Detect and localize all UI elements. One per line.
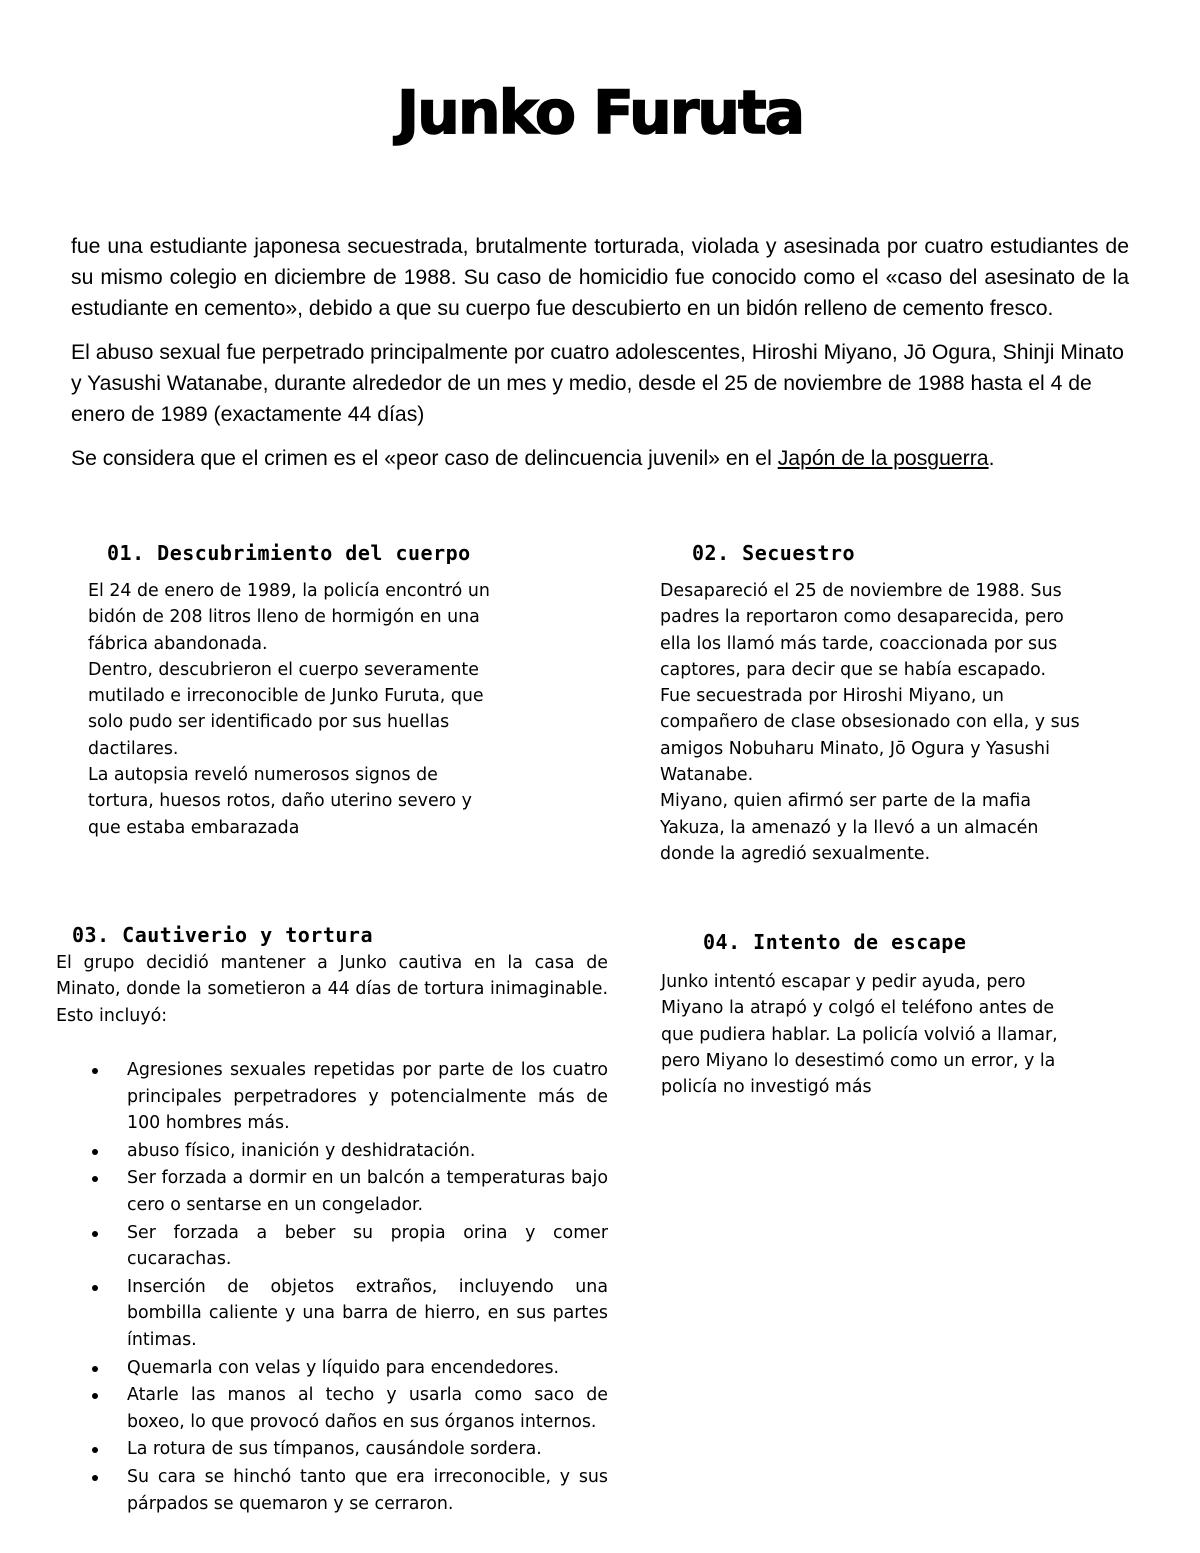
list-item-text: abuso físico, inanición y deshidratación. [127, 1140, 476, 1161]
intro-paragraph-3-text: Se considera que el crimen es el «peor caso de delincuencia juvenil» en el [71, 447, 778, 470]
list-item-text: La rotura de sus tímpanos, causándole sordera. [127, 1439, 542, 1460]
bullet-icon [92, 1285, 98, 1291]
list-item [90, 1220, 608, 1273]
list-item [90, 1138, 608, 1165]
bullet-icon [92, 1366, 98, 1372]
bullet-icon [92, 1231, 98, 1237]
list-item-text: Ser forzada a dormir en un balcón a temperaturas bajo cero o sentarse en un congelador. [127, 1168, 608, 1215]
section-heading-body-discovery: 01. Descubrimiento del cuerpo [107, 541, 471, 565]
section-heading-escape-attempt: 04. Intento de escape [703, 930, 967, 954]
bullet-icon [92, 1068, 98, 1074]
section-heading-captivity: 03. Cautiverio y tortura [72, 923, 373, 947]
list-item [90, 1355, 608, 1382]
list-item [90, 1165, 608, 1218]
intro-paragraph-3 [71, 443, 1129, 474]
section-body-kidnapping [660, 578, 1080, 867]
torture-list [90, 1057, 608, 1518]
section-intro-captivity: El grupo decidió mantener a Junko cautiva en la casa de Minato, donde la sometieron a 44 días de tortura inimaginable. Esto incluyó: [56, 953, 608, 1026]
list-item [90, 1436, 608, 1463]
list-item-text: Agresiones sexuales repetidas por parte de los cuatro principales perpetradores y potencialmente más de 100 hombres más. [127, 1060, 608, 1134]
section-heading-kidnapping: 02. Secuestro [692, 541, 856, 565]
bullet-icon [92, 1475, 98, 1481]
section-paragraph: El 24 de enero de 1989, la policía encontró un bidón de 208 litros lleno de hormigón en una fábrica abandonada. [88, 581, 490, 654]
section-body-discovery [88, 578, 508, 841]
list-item-text: Quemarla con velas y líquido para encendedores. [127, 1357, 560, 1378]
list-item-text: Inserción de objetos extraños, incluyendo una bombilla caliente y una barra de hierro, en sus partes íntimas. [127, 1276, 608, 1350]
section-paragraph: Dentro, descubrieron el cuerpo severamente mutilado e irreconocible de Junko Furuta, que solo pudo ser identificado por sus huellas dactilares. [88, 659, 484, 759]
list-item [90, 1274, 608, 1354]
bullet-icon [92, 1447, 98, 1453]
intro-paragraph-3-end: . [988, 447, 995, 470]
bullet-icon [92, 1149, 98, 1155]
section-paragraph: Miyano, quien afirmó ser parte de la mafia Yakuza, la amenazó y la llevó a un almacén donde la agredió sexualmente. [660, 791, 1039, 864]
list-item-text: Atarle las manos al techo y usarla como saco de boxeo, lo que provocó daños en sus órganos internos. [127, 1385, 608, 1432]
bullet-icon [92, 1176, 98, 1182]
postwar-japan-link[interactable]: Japón de la posguerra [777, 447, 989, 470]
section-paragraph: Desapareció el 25 de noviembre de 1988. Sus padres la reportaron como desaparecida, pero ella los llamó más tarde, coaccionada por sus captores, para decir que se había escapado. [660, 581, 1064, 680]
list-item [90, 1464, 608, 1517]
list-item-text: Ser forzada a beber su propia orina y comer cucarachas. [127, 1222, 608, 1270]
intro-block [71, 231, 1129, 487]
intro-paragraph-1: fue una estudiante japonesa secuestrada, brutalmente torturada, violada y asesinada por cuatro estudiantes de su mismo colegio en diciembre de 1988. Su caso de homicidio fue conocido como el «caso del asesinato de la estudiante en cemento», debido a que su cuerpo fue descubierto en un bidón relleno de cemento fresco. [71, 235, 1129, 320]
list-item [90, 1382, 608, 1435]
list-item-text: Su cara se hinchó tanto que era irreconocible, y sus párpados se quemaron y se cerraron. [127, 1466, 608, 1514]
section-paragraph: Junko intentó escapar y pedir ayuda, pero Miyano la atrapó y colgó el teléfono antes de que pudiera hablar. La policía volvió a llamar, pero Miyano lo desestimó como un error, y la policía no investigó más [661, 972, 1058, 1098]
section-body-escape-attempt [661, 969, 1091, 1100]
section-paragraph: Fue secuestrada por Hiroshi Miyano, un compañero de clase obsesionado con ella, y sus amigos Nobuharu Minato, Jō Ogura y Yasushi Watanabe. [660, 686, 1080, 786]
intro-paragraph-2: El abuso sexual fue perpetrado principalmente por cuatro adolescentes, Hiroshi Miyano, Jō Ogura, Shinji Minato y Yasushi Watanabe, durante alrededor de un mes y medio, desde el 25 de noviembre de 1988 hasta el 4 de enero de 1989 (exactamente 44 días) [71, 341, 1124, 426]
document-title: Junko Furuta [396, 78, 804, 148]
list-item [90, 1057, 608, 1137]
bullet-icon [92, 1393, 98, 1399]
section-paragraph: La autopsia reveló numerosos signos de tortura, huesos rotos, daño uterino severo y que estaba embarazada [88, 765, 472, 838]
